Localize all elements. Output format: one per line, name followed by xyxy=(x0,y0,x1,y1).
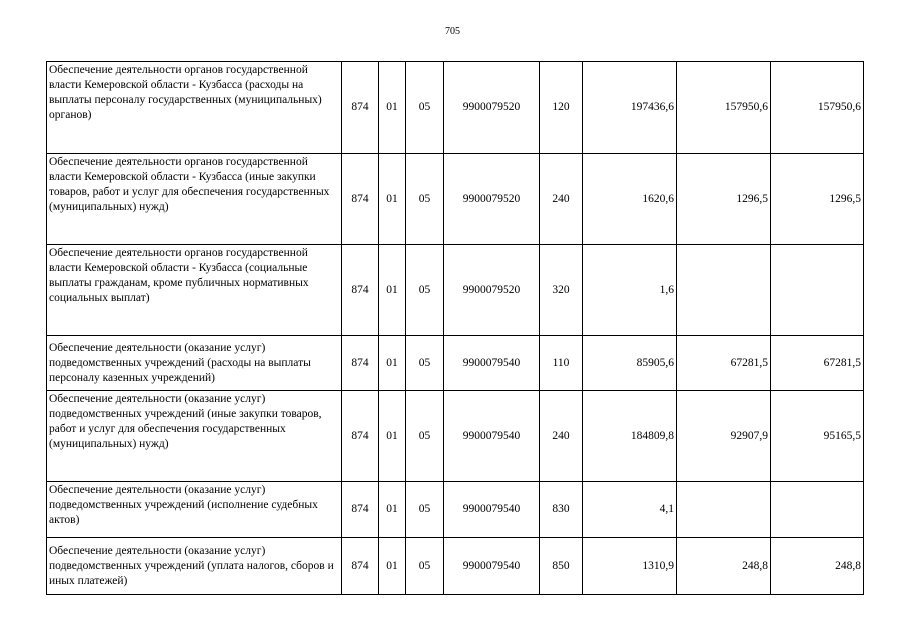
table-row xyxy=(47,154,864,245)
budget-table xyxy=(46,61,864,595)
amount-3: 248,8 xyxy=(771,538,864,595)
ministry-code: 874 xyxy=(342,538,379,595)
amount-3: 1296,5 xyxy=(771,154,864,245)
amount-3 xyxy=(771,482,864,538)
section-code: 01 xyxy=(379,482,406,538)
amount-1: 1,6 xyxy=(583,245,677,336)
ministry-code: 874 xyxy=(342,62,379,154)
row-description: Обеспечение деятельности (оказание услуг) подведомственных учреждений (расходы на выплаты персоналу казенных учреждений) xyxy=(47,336,342,391)
amount-2: 67281,5 xyxy=(677,336,771,391)
ministry-code: 874 xyxy=(342,154,379,245)
amount-2 xyxy=(677,482,771,538)
table-row xyxy=(47,245,864,336)
amount-1: 1310,9 xyxy=(583,538,677,595)
section-code: 01 xyxy=(379,154,406,245)
expense-type-code: 240 xyxy=(540,391,583,482)
row-description: Обеспечение деятельности (оказание услуг) подведомственных учреждений (уплата налогов, сборов и иных платежей) xyxy=(47,538,342,595)
target-item-code: 9900079520 xyxy=(444,62,540,154)
amount-2: 157950,6 xyxy=(677,62,771,154)
target-item-code: 9900079540 xyxy=(444,336,540,391)
amount-2: 248,8 xyxy=(677,538,771,595)
subsection-code: 05 xyxy=(406,336,444,391)
section-code: 01 xyxy=(379,391,406,482)
table-row xyxy=(47,538,864,595)
subsection-code: 05 xyxy=(406,391,444,482)
amount-3 xyxy=(771,245,864,336)
row-description: Обеспечение деятельности органов государственной власти Кемеровской области - Кузбасса (социальные выплаты гражданам, кроме публичных нормативных социальных выплат) xyxy=(47,245,342,336)
amount-3: 95165,5 xyxy=(771,391,864,482)
ministry-code: 874 xyxy=(342,482,379,538)
amount-3: 67281,5 xyxy=(771,336,864,391)
expense-type-code: 320 xyxy=(540,245,583,336)
expense-type-code: 120 xyxy=(540,62,583,154)
expense-type-code: 240 xyxy=(540,154,583,245)
amount-2 xyxy=(677,245,771,336)
amount-1: 197436,6 xyxy=(583,62,677,154)
target-item-code: 9900079520 xyxy=(444,154,540,245)
ministry-code: 874 xyxy=(342,391,379,482)
subsection-code: 05 xyxy=(406,154,444,245)
amount-3: 157950,6 xyxy=(771,62,864,154)
ministry-code: 874 xyxy=(342,245,379,336)
subsection-code: 05 xyxy=(406,482,444,538)
target-item-code: 9900079540 xyxy=(444,482,540,538)
subsection-code: 05 xyxy=(406,62,444,154)
section-code: 01 xyxy=(379,336,406,391)
section-code: 01 xyxy=(379,538,406,595)
row-description: Обеспечение деятельности органов государственной власти Кемеровской области - Кузбасса (расходы на выплаты персоналу государственных (муниципальных) органов) xyxy=(47,62,342,154)
amount-1: 4,1 xyxy=(583,482,677,538)
target-item-code: 9900079540 xyxy=(444,538,540,595)
expense-type-code: 110 xyxy=(540,336,583,391)
row-description: Обеспечение деятельности органов государственной власти Кемеровской области - Кузбасса (иные закупки товаров, работ и услуг для обеспечения государственных (муниципальных) нужд) xyxy=(47,154,342,245)
amount-1: 85905,6 xyxy=(583,336,677,391)
table-row xyxy=(47,482,864,538)
expense-type-code: 850 xyxy=(540,538,583,595)
section-code: 01 xyxy=(379,62,406,154)
amount-1: 184809,8 xyxy=(583,391,677,482)
row-description: Обеспечение деятельности (оказание услуг) подведомственных учреждений (иные закупки товаров, работ и услуг для обеспечения государственных (муниципальных) нужд) xyxy=(47,391,342,482)
table-row xyxy=(47,62,864,154)
amount-2: 92907,9 xyxy=(677,391,771,482)
page-number: 705 xyxy=(445,26,460,37)
amount-1: 1620,6 xyxy=(583,154,677,245)
target-item-code: 9900079540 xyxy=(444,391,540,482)
subsection-code: 05 xyxy=(406,245,444,336)
section-code: 01 xyxy=(379,245,406,336)
amount-2: 1296,5 xyxy=(677,154,771,245)
target-item-code: 9900079520 xyxy=(444,245,540,336)
ministry-code: 874 xyxy=(342,336,379,391)
subsection-code: 05 xyxy=(406,538,444,595)
row-description: Обеспечение деятельности (оказание услуг) подведомственных учреждений (исполнение судебных актов) xyxy=(47,482,342,538)
table-row xyxy=(47,336,864,391)
table-row xyxy=(47,391,864,482)
expense-type-code: 830 xyxy=(540,482,583,538)
